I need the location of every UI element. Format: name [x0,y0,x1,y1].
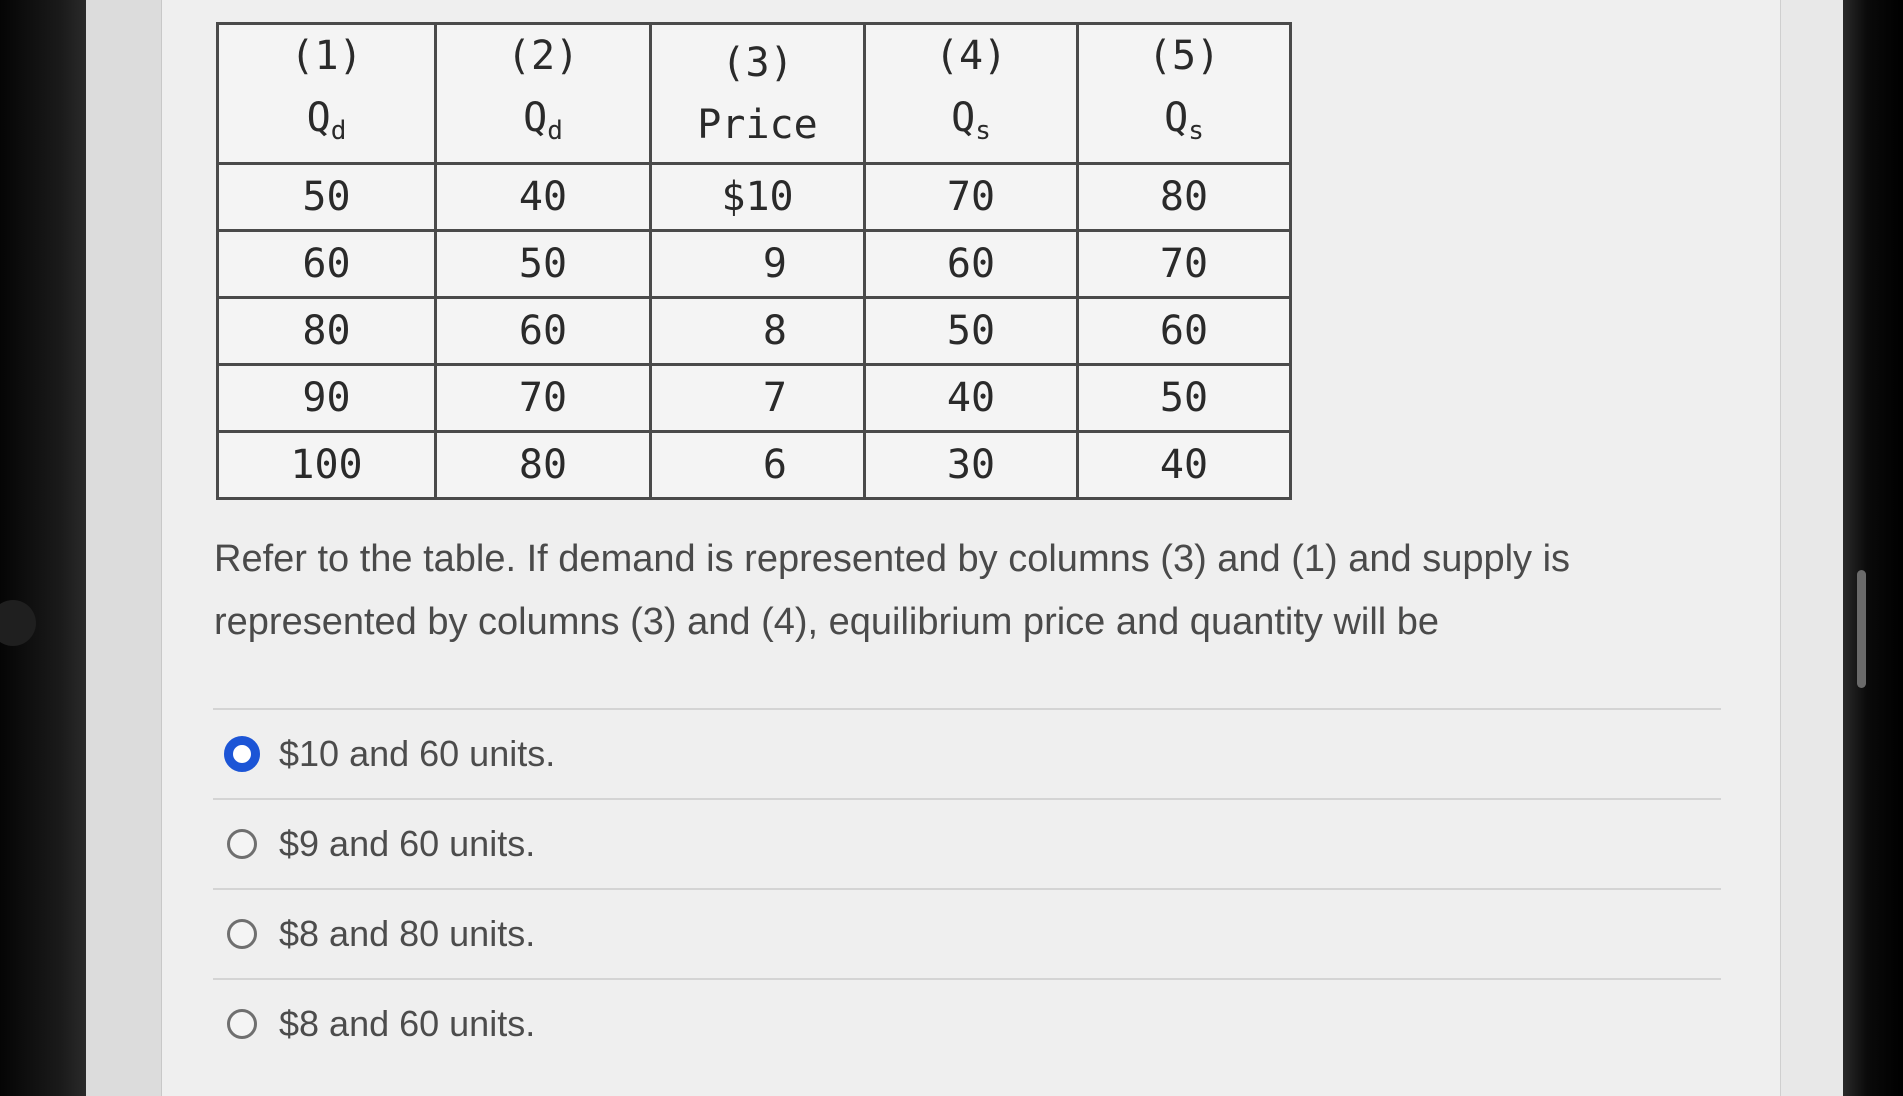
scrollbar-thumb[interactable] [1857,570,1866,688]
device-bezel-left [0,0,86,1096]
header-label [1079,87,1289,162]
header-label-text: Q [306,95,331,141]
answer-option[interactable] [213,980,1721,1068]
table-cell: 9 [651,231,865,298]
header-subscript: d [330,116,347,146]
header-label [866,87,1076,162]
table-cell: 50 [436,231,651,298]
table-cell: 7 [651,365,865,432]
table-cell: 60 [218,231,436,298]
header-subscript: s [1188,116,1204,146]
table-row [218,231,1291,298]
table-cell: 8 [651,298,865,365]
header-label-text: Price [697,101,818,148]
radio-empty-icon[interactable] [227,829,257,859]
table-cell: 60 [865,231,1078,298]
radio-empty-icon[interactable] [227,1009,257,1039]
table-cell: 50 [218,164,436,231]
header-label-text: Q [951,95,976,141]
table-header-cell [436,24,651,164]
table-cell: 80 [1078,164,1291,231]
header-number: (2) [506,33,580,79]
header-label [652,94,863,156]
answer-options [213,708,1721,1068]
table-header-cell [1078,24,1291,164]
table-cell: 40 [436,164,651,231]
question-line: represented by columns (3) and (4), equilibrium price and quantity will be [214,601,1440,643]
table-cell: 50 [1078,365,1291,432]
header-number: (4) [934,33,1008,79]
header-label [219,87,434,162]
table-cell: 60 [436,298,651,365]
table-header-cell [218,24,436,164]
header-subscript: d [547,116,563,146]
table-cell: 60 [1078,298,1291,365]
answer-option-label: $8 and 80 units. [279,913,536,954]
header-label-text: Q [1164,95,1189,141]
radio-empty-icon[interactable] [227,919,257,949]
answer-option-label: $10 and 60 units. [279,733,556,774]
header-number: (3) [721,39,794,86]
table-cell: 100 [218,432,436,499]
table-cell: $10 [651,164,865,231]
question-text [214,528,1694,654]
table-header-cell [865,24,1078,164]
table-cell: 90 [218,365,436,432]
table-cell: 40 [1078,432,1291,499]
device-bezel-right [1843,0,1903,1096]
answer-option-label: $9 and 60 units. [279,823,536,864]
answer-option-label: $8 and 60 units. [279,1003,536,1044]
question-line: Refer to the table. If demand is represented by columns (3) and (1) and supply is [214,538,1571,580]
table-cell: 40 [865,365,1078,432]
data-table [216,22,1292,500]
table-header-cell [651,24,865,164]
header-label-text: Q [523,95,548,141]
table-row [218,298,1291,365]
left-margin-strip [86,0,162,1096]
table-cell: 30 [865,432,1078,499]
answer-option[interactable] [213,710,1721,798]
table-row [218,365,1291,432]
table-cell: 70 [865,164,1078,231]
table-cell: 70 [436,365,651,432]
table-cell: 6 [651,432,865,499]
header-number: (5) [1147,33,1221,79]
table-row [218,164,1291,231]
table-cell: 80 [436,432,651,499]
header-subscript: s [975,116,991,146]
camera-icon [0,600,36,646]
header-number: (1) [290,33,363,79]
table-cell: 50 [865,298,1078,365]
table-cell: 70 [1078,231,1291,298]
answer-option[interactable] [213,890,1721,978]
header-label [437,87,649,162]
table-cell: 80 [218,298,436,365]
radio-selected-icon[interactable] [224,736,260,772]
answer-option[interactable] [213,800,1721,888]
table-row [218,432,1291,499]
table-header-row [218,24,1291,164]
